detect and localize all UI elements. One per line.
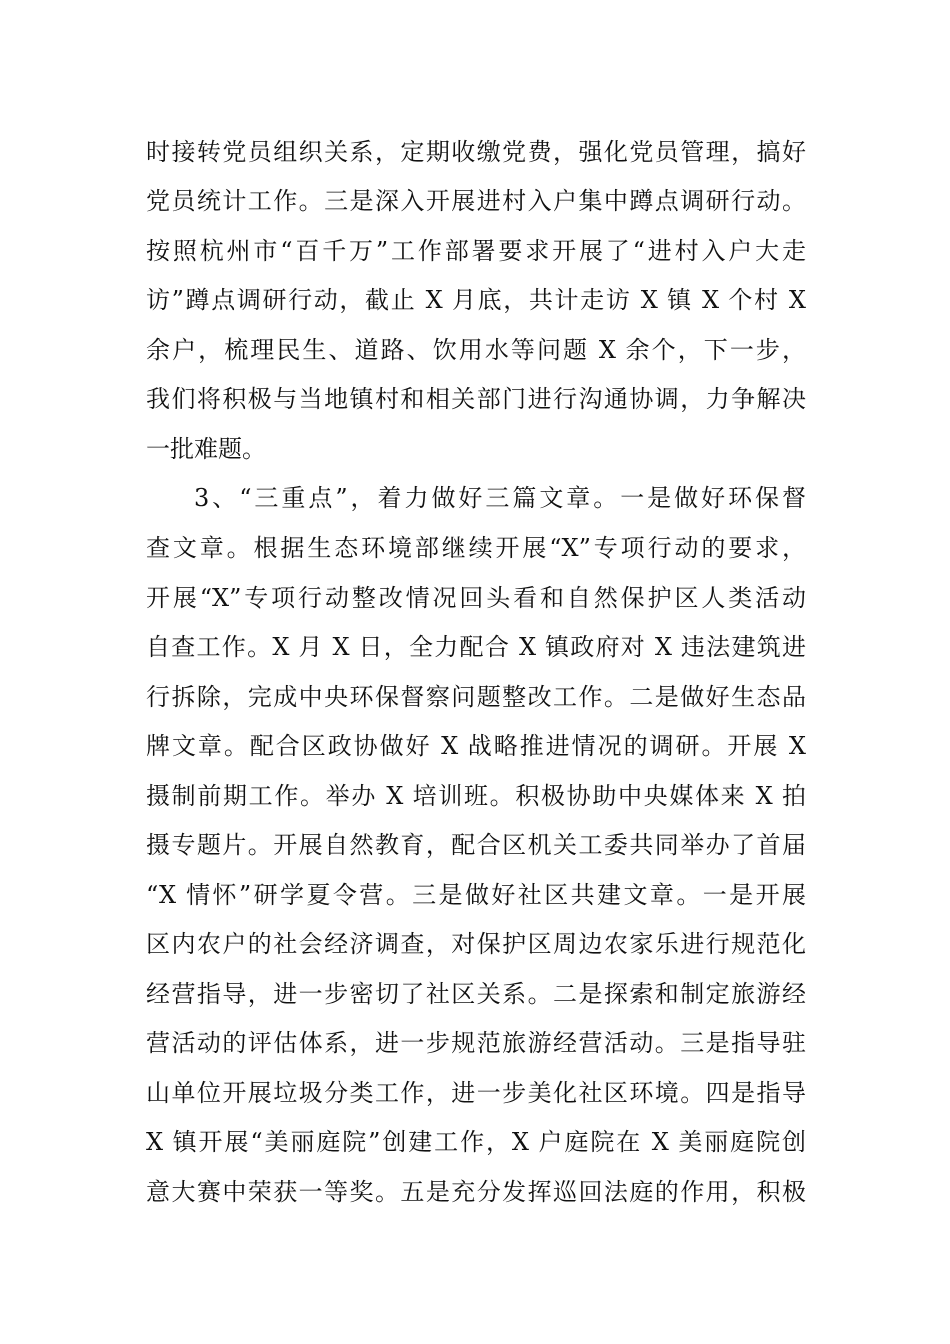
text-line-10: 开展“X”专项行动整改情况回头看和自然保护区人类活动	[146, 584, 806, 612]
text-line-15: 摄专题片。开展自然教育，配合区机关工委共同举办了首届	[146, 831, 806, 859]
text-line-13: 牌文章。配合区政协做好 X 战略推进情况的调研。开展 X	[146, 732, 806, 760]
text-line-9: 查文章。根据生态环境部继续开展“X”专项行动的要求，	[146, 534, 806, 562]
text-line-12: 行拆除，完成中央环保督察问题整改工作。二是做好生态品	[146, 683, 806, 711]
text-line-20: 山单位开展垃圾分类工作，进一步美化社区环境。四是指导	[146, 1079, 806, 1107]
text-line-7: 一批难题。	[146, 435, 266, 463]
text-line-22: 意大赛中荣获一等奖。五是充分发挥巡回法庭的作用，积极	[146, 1178, 806, 1206]
text-line-11: 自查工作。X 月 X 日，全力配合 X 镇政府对 X 违法建筑进	[146, 633, 806, 661]
text-line-1: 时接转党员组织关系，定期收缴党费，强化党员管理，搞好	[146, 138, 806, 166]
text-line-18: 经营指导，进一步密切了社区关系。二是探索和制定旅游经	[146, 980, 806, 1008]
text-line-14: 摄制前期工作。举办 X 培训班。积极协助中央媒体来 X 拍	[146, 782, 806, 810]
text-line-16: “X 情怀”研学夏令营。三是做好社区共建文章。一是开展	[146, 881, 806, 909]
text-line-5: 余户，梳理民生、道路、饮用水等问题 X 余个，下一步，	[146, 336, 806, 364]
text-line-19: 营活动的评估体系，进一步规范旅游经营活动。三是指导驻	[146, 1029, 806, 1057]
text-line-6: 我们将积极与当地镇村和相关部门进行沟通协调，力争解决	[146, 385, 806, 413]
text-line-4: 访”蹲点调研行动，截止 X 月底，共计走访 X 镇 X 个村 X	[146, 286, 806, 314]
text-line-3: 按照杭州市“百千万”工作部署要求开展了“进村入户大走	[146, 237, 806, 265]
text-line-21: X 镇开展“美丽庭院”创建工作，X 户庭院在 X 美丽庭院创	[146, 1128, 806, 1156]
text-line-17: 区内农户的社会经济调查，对保护区周边农家乐进行规范化	[146, 930, 806, 958]
text-line-8: 3、“三重点”，着力做好三篇文章。一是做好环保督	[194, 484, 806, 512]
text-line-2: 党员统计工作。三是深入开展进村入户集中蹲点调研行动。	[146, 187, 806, 215]
